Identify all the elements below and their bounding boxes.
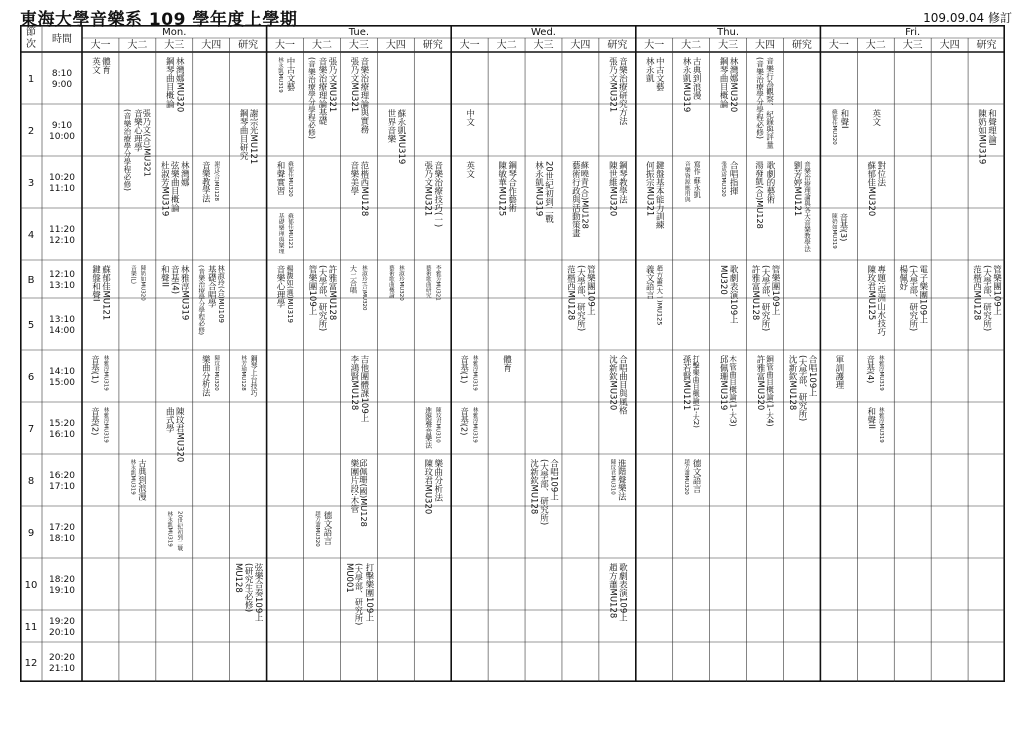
class-entry: 中古文藝 — [654, 57, 665, 91]
class-entry: 趙方蕭MU320 — [683, 459, 690, 495]
class-entry: (音樂治療學分學程必修) — [307, 57, 317, 139]
class-entry: 基礎合唱學 — [206, 265, 217, 308]
class-entry: 蘇郁佳MU320 — [287, 161, 294, 197]
period-end-time: 10:00 — [49, 132, 75, 142]
class-entry: 歌劇表演109上 — [617, 563, 628, 622]
class-entry: 邱佩珊(國)MU128 — [358, 459, 369, 527]
class-entry: 林灣娜 — [179, 161, 190, 187]
class-entry: 陳玟君MU320 — [422, 459, 433, 515]
class-entry: 大二合唱 — [349, 265, 359, 294]
day-header: Wed. — [531, 27, 556, 38]
class-entry: 音樂治療理論與各大音樂教學法 — [802, 161, 811, 252]
subcolumn-header: 大三 — [164, 40, 185, 51]
class-entry: 鋼琴曲目概論 — [718, 57, 729, 108]
class-entry: 林雅淳MU319 — [179, 265, 190, 321]
class-entry: 音樂治療理論基礎 — [316, 57, 327, 125]
class-entry: 專題:亞洲山水技巧 — [875, 265, 886, 336]
period-number: 8 — [27, 476, 35, 487]
class-entry: 林永凱MU319 — [681, 57, 692, 113]
class-entry: 楊佩妤 — [897, 265, 908, 291]
class-entry: 體育 — [100, 57, 111, 74]
class-entry: 陳奶如MU319 — [976, 109, 987, 165]
class-entry: (音樂治療學分學程必修) — [755, 57, 765, 139]
class-entry: 林永凱MU319 — [129, 459, 136, 495]
period-number: 6 — [27, 372, 35, 383]
period-start-time: 20:20 — [49, 653, 75, 663]
class-entry: (音樂治療學分學程必修) — [197, 265, 206, 336]
class-entry: 沈新欽MU128 — [786, 355, 797, 411]
class-entry: 和聲I — [838, 109, 849, 129]
class-entry: 許雅富MU128 — [750, 265, 761, 321]
class-entry: (大學部、研究所) — [538, 459, 549, 526]
page-title: 東海大學音樂系 109 學年度上學期 — [20, 10, 298, 30]
class-entry: 藝術行政與活動策畫 — [570, 161, 581, 238]
class-entry: (大學部、研究所) — [316, 265, 327, 332]
class-entry: 合唱109上 — [548, 459, 559, 501]
class-entry: (大學部、研究所) — [354, 563, 364, 626]
class-entry: (大學部、研究所) — [760, 265, 771, 332]
period-number: 4 — [27, 230, 35, 241]
corner-period-label: 節 — [26, 27, 36, 38]
revision-date: 109.09.04 修訂 — [923, 11, 1012, 25]
subcolumn-header: 研究 — [238, 40, 259, 51]
class-entry: 林灣娜MU320 — [728, 57, 739, 113]
class-entry: 音基(2) — [90, 407, 101, 436]
class-entry: 孫若賢MU121 — [681, 355, 692, 411]
period-end-time: 11:10 — [49, 184, 75, 194]
class-entry: 陳世維MU320 — [607, 161, 618, 217]
period-start-time: 16:20 — [49, 471, 75, 481]
period-start-time: 11:20 — [49, 225, 75, 235]
class-entry: 林永凱MU319 — [533, 161, 544, 217]
class-entry: 林灣娜MU320 — [174, 57, 185, 113]
class-entry: 張乃文MU321 — [348, 57, 359, 113]
subcolumn-header: 大四 — [201, 40, 222, 51]
subcolumn-header: 大四 — [939, 40, 960, 51]
period-start-time: 17:20 — [49, 523, 75, 533]
class-entry: 音樂心理學 — [132, 109, 143, 152]
class-entry: 基礎樂理與樂理 — [277, 213, 284, 255]
class-entry: (大學部、研究所) — [575, 265, 586, 332]
class-entry: 銅管曲目概論(1-大4) — [765, 355, 775, 427]
class-entry: 管樂團109上 — [585, 265, 596, 316]
class-entry: 楊馥如(選)MU319 — [286, 265, 295, 323]
class-entry: 樂曲分析法 — [432, 459, 443, 502]
class-entry: 劉芳婷MU121 — [791, 161, 802, 217]
class-entry: 弦樂曲目概論 — [169, 161, 180, 212]
subcolumn-header: 大二 — [311, 40, 332, 51]
class-entry: 義文語言 — [644, 265, 655, 299]
class-entry: 世界音樂 — [385, 109, 396, 143]
class-entry: 軍訓護理 — [833, 355, 844, 389]
class-entry: (研究生必修) — [243, 563, 254, 613]
subcolumn-header: 研究 — [791, 40, 812, 51]
class-entry: (大學部、研究所) — [907, 265, 918, 332]
class-entry: 寫作 蘇永凱 — [692, 161, 701, 198]
class-entry: 打擊樂團109上 — [363, 563, 374, 622]
class-entry: 鋼琴上台技巧 — [249, 355, 258, 397]
class-entry: (音樂治療學分學程必修) — [122, 109, 132, 191]
class-entry: 古典到浪漫 — [137, 459, 148, 501]
subcolumn-header: 大四 — [755, 40, 776, 51]
class-entry: 中古文藝 — [285, 57, 296, 91]
class-entry: 英文 — [464, 161, 475, 178]
table-border — [21, 26, 1004, 681]
class-entry: 合唱曲目與風格 — [617, 355, 628, 415]
class-entry: 陳玟君MU310 — [434, 407, 441, 443]
subcolumn-header: 大一 — [90, 40, 111, 51]
class-entry: 和聲II — [159, 265, 170, 288]
class-entry: 林芳瑜MU128 — [240, 355, 247, 391]
period-start-time: 12:10 — [49, 270, 75, 280]
class-entry: 蘇郁佳MU320 — [865, 161, 876, 217]
subcolumn-header: 大二 — [496, 40, 517, 51]
class-entry: 音基(3) — [838, 213, 849, 242]
class-entry: 德文語言 — [321, 511, 332, 545]
class-entry: 音基(4) — [865, 355, 876, 384]
class-entry: 張乃文(合)MU321 — [142, 109, 153, 177]
class-entry: 吉他團體課109上 — [358, 355, 369, 423]
class-entry: 和聲理論I — [986, 109, 997, 146]
class-entry: 對位法 — [875, 161, 886, 187]
class-entry: 鋼琴合作藝術 — [506, 161, 517, 212]
class-entry: 音基(4) — [169, 265, 180, 295]
class-entry: 林雅淳MU319 — [877, 407, 884, 443]
period-number: 7 — [27, 424, 35, 435]
class-entry: 林淑玲(合)MU109 — [217, 265, 226, 323]
class-entry: 音基(1) — [90, 355, 101, 384]
class-entry: 陳玟君MU320 — [213, 355, 220, 391]
period-end-time: 17:10 — [49, 482, 75, 492]
corner-period-label: 次 — [26, 39, 36, 50]
subcolumn-header: 大三 — [533, 40, 554, 51]
class-entry: 蘇郁佳MU121 — [287, 213, 294, 249]
class-entry: 張乃文MU321 — [422, 161, 433, 217]
class-entry: 林雅淳MU319 — [102, 355, 109, 391]
day-header: Mon. — [162, 27, 187, 38]
class-entry: 陳奶如MU319 — [830, 213, 837, 249]
class-entry: 古典到浪漫 — [691, 57, 702, 100]
class-entry: 音樂教學法 — [201, 161, 212, 203]
class-entry: 音基(1) — [459, 355, 470, 384]
class-entry: 弦樂合奏109上 — [253, 563, 264, 622]
period-end-time: 14:00 — [49, 326, 75, 336]
class-entry: MU320 — [718, 265, 729, 295]
class-entry: 曲式學 — [164, 407, 175, 433]
class-entry: 藝術歌曲概論 — [387, 265, 394, 298]
class-entry: 鋼琴曲目研究 — [238, 109, 249, 160]
class-entry: 體育 — [501, 355, 512, 372]
class-entry: 張乃文MU321 — [607, 57, 618, 113]
class-entry: 蘇永凱MU319 — [395, 109, 406, 165]
class-entry: 謝宗光MU121 — [248, 109, 259, 165]
subcolumn-header: 研究 — [607, 40, 628, 51]
day-header: Fri. — [905, 27, 921, 38]
class-entry: 林永凱MU319 — [277, 57, 284, 93]
period-end-time: 20:10 — [49, 628, 75, 638]
class-entry: 管樂團109上 — [991, 265, 1002, 316]
class-entry: 杜淑芳MU319 — [159, 161, 170, 217]
class-entry: 音樂(L) — [129, 265, 136, 285]
class-entry: 德文語言 — [691, 459, 702, 493]
class-entry: 趙方蕭MU128 — [607, 563, 618, 619]
class-entry: 謝汶(合)MU128 — [213, 161, 220, 202]
subcolumn-header: 大一 — [644, 40, 665, 51]
class-entry: 李雅芳MU321 — [434, 265, 441, 301]
class-entry: 陳敏華MU125 — [496, 161, 507, 217]
class-entry: 樂曲分析法 — [201, 355, 212, 397]
period-end-time: 19:10 — [49, 586, 75, 596]
class-entry: 和聲實習 — [275, 161, 286, 195]
period-start-time: 18:20 — [49, 575, 75, 585]
class-entry: 20世紀初到二戰 — [176, 511, 183, 551]
class-entry: 林永凱MU319 — [166, 511, 173, 547]
subcolumn-header: 大二 — [127, 40, 148, 51]
period-end-time: 12:10 — [49, 236, 75, 246]
class-entry: 陳玟君MU320 — [174, 407, 185, 463]
class-entry: 范楷西MU128 — [971, 265, 982, 321]
subcolumn-header: 大四 — [385, 40, 406, 51]
timetable-grid — [20, 25, 1005, 728]
subcolumn-header: 大一 — [275, 40, 296, 51]
class-entry: 鋼琴曲目概論 — [164, 57, 175, 108]
class-entry: 音樂治療理論與實務 — [358, 57, 369, 134]
class-entry: 歌劇表演109上 — [728, 265, 739, 324]
class-entry: (大學部、研究所) — [796, 355, 807, 422]
subcolumn-header: 大二 — [681, 40, 702, 51]
class-entry: 林雅淳MU319 — [102, 407, 109, 443]
period-number: B — [27, 275, 35, 286]
class-entry: 進階聲音樂法 — [423, 407, 432, 449]
class-entry: 鍵盤基本能力訓練 — [654, 161, 665, 229]
class-entry: 電子樂團109上 — [917, 265, 928, 324]
class-entry: 英文 — [870, 109, 881, 126]
subcolumn-header: 研究 — [976, 40, 997, 51]
class-entry: 蘇郁佳MU320 — [830, 109, 837, 145]
subcolumn-header: 大三 — [718, 40, 739, 51]
class-entry: 陳玟君MU310 — [609, 459, 616, 495]
class-entry: MU128 — [233, 563, 244, 593]
class-entry: 音樂美學 — [348, 161, 359, 195]
class-entry: 鋼琴教學法 — [617, 161, 628, 204]
class-entry: 音樂行為觀察、紀錄與評量 — [765, 57, 775, 149]
period-end-time: 15:00 — [49, 378, 75, 388]
class-entry: 沈新欽MU128 — [528, 459, 539, 515]
class-entry: 張乃文MU321 — [326, 57, 337, 113]
class-entry: 合唱指揮 — [728, 161, 739, 195]
class-entry: 音樂治療技巧(一) — [432, 161, 443, 228]
class-entry: 張成琦MU320 — [720, 161, 727, 197]
subcolumn-header: 大三 — [902, 40, 923, 51]
class-entry: 林淑玲MU320 — [397, 265, 404, 301]
class-entry: 陳奶如MU320 — [139, 265, 146, 301]
period-number: 5 — [27, 320, 35, 331]
class-entry: 音基(2) — [459, 407, 470, 436]
period-start-time: 10:20 — [49, 173, 75, 183]
class-entry: 中文 — [464, 109, 475, 126]
class-entry: 音樂心理學 — [275, 265, 286, 308]
class-entry: 藝術歌曲研究 — [424, 265, 431, 298]
class-entry: 范楷西MU128 — [358, 161, 369, 217]
class-entry: 和聲II — [865, 407, 876, 430]
class-entry: MU001 — [343, 563, 354, 593]
class-entry: 何振宗MU321 — [644, 161, 655, 217]
class-entry: 歌劇的藝術 — [765, 161, 776, 204]
class-entry: 林永凱 — [644, 57, 655, 83]
class-entry: 李鴻賢MU128 — [348, 355, 359, 411]
class-entry: 合唱109上 — [806, 355, 817, 397]
period-number: 9 — [27, 528, 35, 539]
class-entry: 樂團片段:木管 — [348, 459, 359, 513]
period-start-time: 8:10 — [51, 69, 73, 79]
period-start-time: 9:10 — [51, 121, 73, 131]
class-entry: 打擊樂曲目概論(1-大2) — [692, 355, 701, 428]
period-end-time: 18:10 — [49, 534, 75, 544]
period-number: 11 — [24, 622, 38, 633]
class-entry: 管樂團109上 — [306, 265, 317, 316]
class-entry: 音樂資源應用與 — [683, 161, 690, 203]
class-entry: 林雅淳MU319 — [471, 355, 478, 391]
class-entry: 蘇曉青(合)MU128 — [580, 161, 591, 229]
class-entry: 許雅富MU320 — [755, 355, 766, 411]
subcolumn-header: 研究 — [422, 40, 443, 51]
class-entry: (大學部、研究所) — [981, 265, 992, 332]
subcolumn-header: 大三 — [348, 40, 369, 51]
period-end-time: 13:10 — [49, 281, 75, 291]
period-end-time: 16:10 — [49, 430, 75, 440]
class-entry: 湯發凱(合)MU128 — [755, 161, 766, 229]
subcolumn-header: 大一 — [828, 40, 849, 51]
class-entry: 林淑玲(合)MU320 — [360, 265, 367, 311]
period-number: 10 — [24, 580, 38, 591]
subcolumn-header: 大四 — [570, 40, 591, 51]
class-entry: 20世紀初到二戰 — [543, 161, 554, 223]
class-entry: 趙方蕭(大一)MU125 — [655, 265, 664, 326]
class-entry: 邱佩珊MU319 — [718, 355, 729, 411]
class-entry: 陳玫君MU125 — [865, 265, 876, 321]
class-entry: 木管曲目概論(1-大3) — [728, 355, 738, 427]
period-start-time: 14:10 — [49, 367, 75, 377]
period-start-time: 15:20 — [49, 419, 75, 429]
class-entry: 音樂治療研究方法 — [617, 57, 628, 125]
class-entry: 鍵盤和聲I — [90, 265, 101, 302]
class-entry: 范楷西MU128 — [565, 265, 576, 321]
period-number: 12 — [24, 658, 38, 669]
class-entry: 趙方蕭MU320 — [313, 511, 320, 547]
class-entry: 蘇郁佳MU121 — [100, 265, 111, 321]
day-header: Tue. — [348, 27, 370, 38]
class-entry: 林雅淳MU319 — [877, 355, 884, 391]
class-entry: 許雅富MU128 — [326, 265, 337, 321]
subcolumn-header: 大一 — [459, 40, 480, 51]
class-entry: 林雅淳MU319 — [471, 407, 478, 443]
period-number: 3 — [27, 178, 35, 189]
class-entry: 進階聲樂法 — [617, 459, 628, 501]
period-end-time: 21:10 — [49, 664, 75, 674]
period-start-time: 13:10 — [49, 315, 75, 325]
class-entry: 沈新欽MU320 — [607, 355, 618, 411]
day-header: Thu. — [717, 27, 740, 38]
corner-time-label: 時間 — [52, 34, 72, 45]
subcolumn-header: 大二 — [865, 40, 886, 51]
period-number: 2 — [27, 126, 35, 137]
class-entry: 英文 — [90, 57, 101, 74]
period-start-time: 19:20 — [49, 617, 75, 627]
class-entry: 管樂團109上 — [770, 265, 781, 316]
period-number: 1 — [27, 74, 35, 85]
period-end-time: 9:00 — [51, 80, 73, 90]
